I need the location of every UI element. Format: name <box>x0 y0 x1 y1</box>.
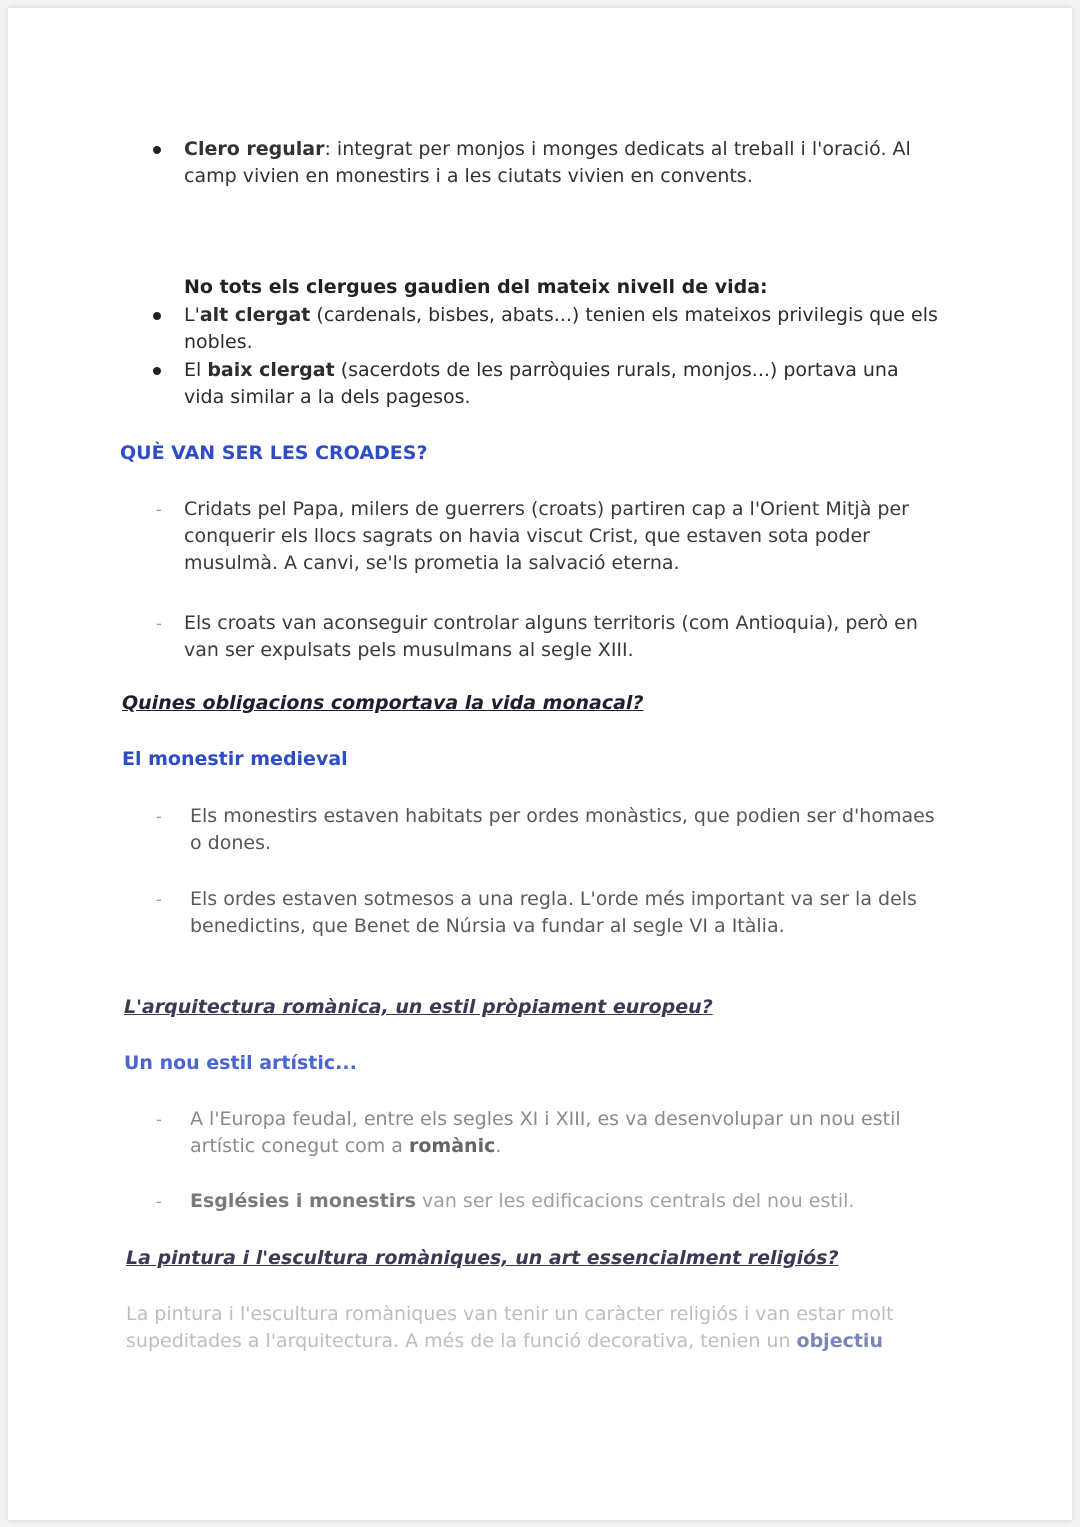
baix-clergat-term: baix clergat <box>207 359 335 381</box>
dash-marker: - <box>156 500 162 519</box>
bullet-dot-icon <box>153 367 161 375</box>
pintura-paragraph: La pintura i l'escultura romàniques van tenir un caràcter religiós i van estar molt supeditades a l'arquitectura. A més de la funció decorativa, tenien un objectiu <box>126 1303 894 1352</box>
dash-marker: - <box>156 1110 162 1129</box>
dash-marker: - <box>156 890 162 909</box>
bullet-dot-icon <box>153 312 161 320</box>
objectiu-term: objectiu <box>796 1330 883 1352</box>
romanic-term: romànic <box>409 1135 496 1157</box>
nou-estil-subheading: Un nou estil artístic... <box>124 1052 357 1074</box>
romanica-question: L'arquitectura romànica, un estil pròpiament europeu? <box>124 996 713 1018</box>
croades-heading: QUÈ VAN SER LES CROADES? <box>120 442 428 464</box>
clero-regular-term: Clero regular <box>184 138 325 160</box>
dash-marker: - <box>156 807 162 826</box>
dash-marker: - <box>156 614 162 633</box>
pintura-question: La pintura i l'escultura romàniques, un art essencialment religiós? <box>126 1247 839 1269</box>
nivell-vida-intro: No tots els clergues gaudien del mateix nivell de vida: <box>184 276 768 298</box>
alt-clergat-term: alt clergat <box>199 304 311 326</box>
monestir-subheading: El monestir medieval <box>122 748 348 770</box>
document-page: Clero regular: integrat per monjos i monges dedicats al treball i l'oració. Al camp vivien en monestirs i a les ciutats vivien en convents. No tots els clergues gaudien del mateix nivell de vida: L'alt clergat (cardenals, bisbes, abats...) tenien els mateixos privilegis que els nobles. El baix clergat (sacerdots de les parròquies rurals, monjos...) portava una vida similar a la dels pagesos. QUÈ VAN SER LES CROADES? - Cridats pel Papa, milers de guerrers (croats) partiren cap a l'Orient Mitjà per conquerir els llocs sagrats on havia viscut Crist, que estaven sota poder musulmà. A canvi, se'ls prometia la salvació eterna. - Els croats van aconseguir controlar alguns territoris (com Antioquia), però en van ser expulsats pels musulmans al segle XIII. Quines obligacions comportava la vida monacal? El monestir medieval - Els monestirs estaven habitats per ordes monàstics, que podien ser d'homaes o dones. - Els ordes estaven sotmesos a una regla. L'orde més important va ser la dels benedictins, que Benet de Núrsia va fundar al segle VI a Itàlia. L'arquitectura romànica, un estil pròpiament europeu? Un nou estil artístic... - A l'Europa feudal, entre els segles XI i XIII, es va desenvolupar un nou estil artístic conegut com a romànic. - Esglésies i monestirs van ser les edificacions centrals del nou estil. La pintura i l'escultura romàniques, un art essencialment religiós? La pintura i l'escultura romàniques van tenir un caràcter religiós i van estar molt supeditades a l'arquitectura. A més de la funció decorativa, tenien un objectiu <box>8 8 1072 1520</box>
dash-marker: - <box>156 1192 162 1211</box>
esglesies-term: Esglésies i monestirs <box>190 1190 416 1212</box>
bullet-dot-icon <box>153 146 161 154</box>
monacal-question: Quines obligacions comportava la vida monacal? <box>122 692 644 714</box>
clero-regular-text: : integrat per monjos i monges dedicats al treball i l'oració. Al camp vivien en monestirs i a les ciutats vivien en convents. <box>184 138 911 187</box>
